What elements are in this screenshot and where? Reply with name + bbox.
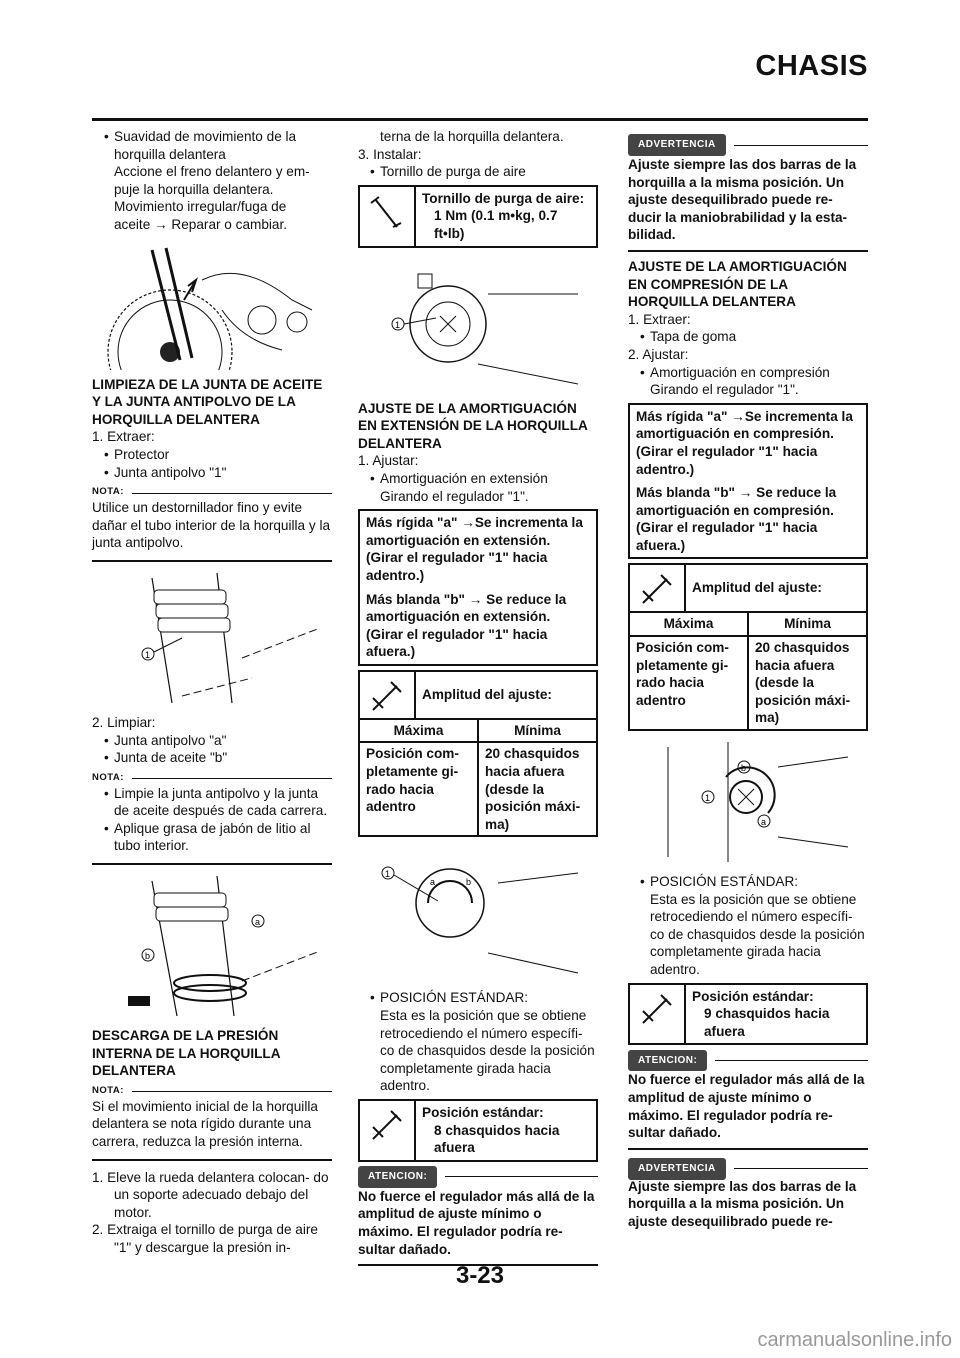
- std-box-title: Posición estándar:: [422, 1105, 544, 1120]
- section-title: LIMPIEZA DE LA JUNTA DE ACEITE Y LA JUNTA ANTIPOLVO DE LA HORQUILLA DELANTERA: [92, 376, 323, 427]
- figure-compression-adjuster: [628, 737, 868, 867]
- note-label: NOTA:: [92, 486, 124, 498]
- adjust-tool-icon: [360, 1101, 416, 1160]
- adjust-tool-icon: [630, 985, 686, 1044]
- step-sub: Girando el regulador "1".: [650, 382, 799, 398]
- step-item: • Junta antipolvo "1": [92, 464, 332, 482]
- note-label: NOTA:: [92, 771, 124, 783]
- svg-text:b: b: [741, 763, 747, 774]
- svg-text:1: 1: [145, 649, 151, 660]
- std-box-value: 8 chasquidos hacia afuera: [434, 1122, 560, 1156]
- std-position-box: [358, 1099, 598, 1162]
- intro-line: aceite → Reparar o cambiar.: [114, 216, 288, 232]
- std-box-title: Posición estándar:: [692, 988, 814, 1004]
- std-text: Esta es la posición que se obtiene retrocediendo el número específi- co de chasquidos desde la posición completamente girada hacia adentro.: [380, 1008, 595, 1094]
- warning-text: Ajuste siempre las dos barras de la horquilla a la misma posición. Un ajuste desequilibrado puede re-: [628, 1178, 857, 1229]
- column-1: [92, 128, 332, 1257]
- section-title: AJUSTE DE LA AMORTIGUACIÓN EN COMPRESIÓN DE LA HORQUILLA DELANTERA: [628, 258, 847, 310]
- max-value: Posición com- pletamente gi- rado hacia adentro: [360, 743, 479, 835]
- section-title: AJUSTE DE LA AMORTIGUACIÓN EN EXTENSIÓN DE LA HORQUILLA DELANTERA: [358, 400, 588, 451]
- continued-text: terna de la horquilla delantera.: [380, 129, 564, 144]
- adjust-direction-box: [358, 509, 598, 666]
- step-item: • Protector: [92, 446, 332, 464]
- intro-line: Accione el freno delantero y em-: [114, 164, 310, 180]
- svg-text:b: b: [145, 951, 151, 962]
- column-2: [358, 128, 598, 1266]
- min-value: 20 chasquidos hacia afuera (desde la posición máxi- ma): [755, 640, 851, 726]
- adjust-direction-box: [628, 403, 868, 560]
- step-item: • Junta antipolvo "a": [92, 732, 332, 750]
- step: 1. Extraer:: [628, 311, 691, 327]
- caution-text: No fuerce el regulador más allá de la amplitud de ajuste mínimo o máximo. El regulador podría re- sultar dañado.: [628, 1071, 868, 1149]
- figure-fork-motion: [92, 240, 332, 370]
- caution-label: ATENCION:: [628, 1050, 707, 1072]
- step: 1. Ajustar:: [358, 453, 419, 469]
- adjust-tool-icon: [630, 565, 686, 611]
- std-bullet: • POSICIÓN ESTÁNDAR:: [358, 989, 598, 1007]
- adjust-range-box: [358, 670, 598, 838]
- note-text: Si el movimiento inicial de la horquilla delantera se nota rígido durante una carrera, reduzca la presión interna.: [92, 1098, 318, 1150]
- warning-label: ADVERTENCIA: [628, 134, 726, 156]
- header-rule: [92, 118, 868, 121]
- step-sub: Girando el regulador "1".: [380, 488, 529, 504]
- intro-line: puje la horquilla delantera.: [114, 181, 274, 197]
- col-max-header: Máxima: [630, 613, 749, 635]
- svg-text:a: a: [761, 817, 767, 828]
- warning-box: [628, 1160, 868, 1231]
- page-number: 3-23: [455, 1262, 505, 1289]
- softer-text: Más blanda "b" → Se reduce la amortiguación en extensión. (Girar el regulador "1" hacia afuera.): [366, 591, 567, 660]
- torque-title: Tornillo de purga de aire:: [422, 190, 585, 206]
- page-title: CHASIS: [755, 50, 868, 82]
- stiffer-text: Más rígida "a" →Se incrementa la amortiguación en extensión. (Girar el regulador "1" hacia adentro.): [366, 515, 583, 583]
- col-min-header: Mínima: [514, 722, 561, 738]
- svg-text:1: 1: [385, 869, 391, 880]
- std-text: Esta es la posición que se obtiene retrocediendo el número específi- co de chasquidos desde la posición completamente girada hacia adentro.: [650, 891, 865, 977]
- range-title: Amplitud del ajuste:: [692, 580, 822, 596]
- step-item: • Amortiguación en extensión: [358, 470, 598, 488]
- step-item: • Tornillo de purga de aire: [358, 163, 598, 181]
- watermark: carmanualsonline.info: [757, 1329, 952, 1351]
- max-value: Posición com- pletamente gi- rado hacia adentro: [630, 637, 749, 729]
- svg-text:a: a: [430, 877, 436, 888]
- figure-air-bleed-screw: [358, 254, 598, 394]
- caution-box: [628, 1051, 868, 1149]
- step-item: • Amortiguación en compresión: [628, 364, 868, 382]
- stiffer-text: Más rígida "a" →Se incrementa la amortiguación en compresión. (Girar el regulador "1" hacia adentro.): [636, 408, 853, 477]
- caution-label: ATENCION:: [358, 1166, 437, 1188]
- warning-box: [628, 136, 868, 252]
- note-item: • Limpie la junta antipolvo y la junta de aceite después de cada carrera.: [92, 785, 332, 820]
- softer-text: Más blanda "b" → Se reduce la amortiguación en compresión. (Girar el regulador "1" hacia afuera.): [636, 485, 837, 553]
- warning-label: ADVERTENCIA: [628, 1158, 726, 1180]
- std-box-value: 9 chasquidos hacia afuera: [704, 1006, 830, 1039]
- std-bullet: • POSICIÓN ESTÁNDAR:: [628, 873, 868, 891]
- step-item: • Junta de aceite "b": [92, 749, 332, 767]
- column-3: [628, 128, 868, 1231]
- wrench-icon: [360, 187, 416, 246]
- svg-text:1: 1: [705, 793, 711, 804]
- svg-text:a: a: [255, 917, 261, 928]
- figure-rebound-adjuster: [358, 843, 598, 983]
- note-box: [92, 485, 332, 562]
- intro-line: Movimiento irregular/fuga de: [114, 199, 287, 215]
- note-box: [92, 771, 332, 865]
- intro-bullet: • Suavidad de movimiento de la horquilla delantera: [92, 128, 332, 163]
- svg-text:b: b: [466, 877, 472, 888]
- adjust-tool-icon: [360, 672, 416, 718]
- figure-dust-seal: [92, 568, 332, 708]
- caution-box: [358, 1168, 598, 1266]
- step: 2. Limpiar:: [92, 714, 156, 730]
- note-text: Utilice un destornillador fino y evite dañar el tubo interior de la horquilla y la junta antipolvo.: [92, 500, 331, 551]
- step-item: • Tapa de goma: [628, 328, 868, 346]
- step: 2. Ajustar:: [628, 346, 689, 362]
- adjust-range-box: [628, 563, 868, 731]
- note-box: [92, 1084, 332, 1161]
- step: 1. Extraer:: [92, 429, 155, 445]
- std-position-box: [628, 983, 868, 1046]
- svg-text:1: 1: [395, 319, 401, 330]
- warning-text: Ajuste siempre las dos barras de la horquilla a la misma posición. Un ajuste desequilibrado puede re- ducir la maniobrabilidad y la esta- bilidad.: [628, 156, 868, 252]
- step: 1. Eleve la rueda delantera colocan- do un soporte adecuado debajo del motor.: [92, 1169, 329, 1220]
- section-title: DESCARGA DE LA PRESIÓN INTERNA DE LA HORQUILLA DELANTERA: [92, 1028, 281, 1079]
- step: 3. Instalar:: [358, 146, 422, 162]
- note-item: • Aplique grasa de jabón de litio al tubo interior.: [92, 820, 332, 855]
- note-label: NOTA:: [92, 1085, 124, 1097]
- caution-text: No fuerce el regulador más allá de la amplitud de ajuste mínimo o máximo. El regulador podría re- sultar dañado.: [358, 1188, 598, 1266]
- figure-seals-ab: [92, 871, 332, 1021]
- torque-box: [358, 185, 598, 248]
- min-value: 20 chasquidos hacia afuera (desde la posición máxi- ma): [485, 746, 581, 832]
- col-max-header: Máxima: [360, 720, 479, 742]
- torque-value: 1 Nm (0.1 m•kg, 0.7 ft•lb): [434, 208, 558, 241]
- range-title: Amplitud del ajuste:: [422, 686, 552, 702]
- col-min-header: Mínima: [784, 616, 831, 632]
- step: 2. Extraiga el tornillo de purga de aire "1" y descargue la presión in-: [92, 1222, 318, 1255]
